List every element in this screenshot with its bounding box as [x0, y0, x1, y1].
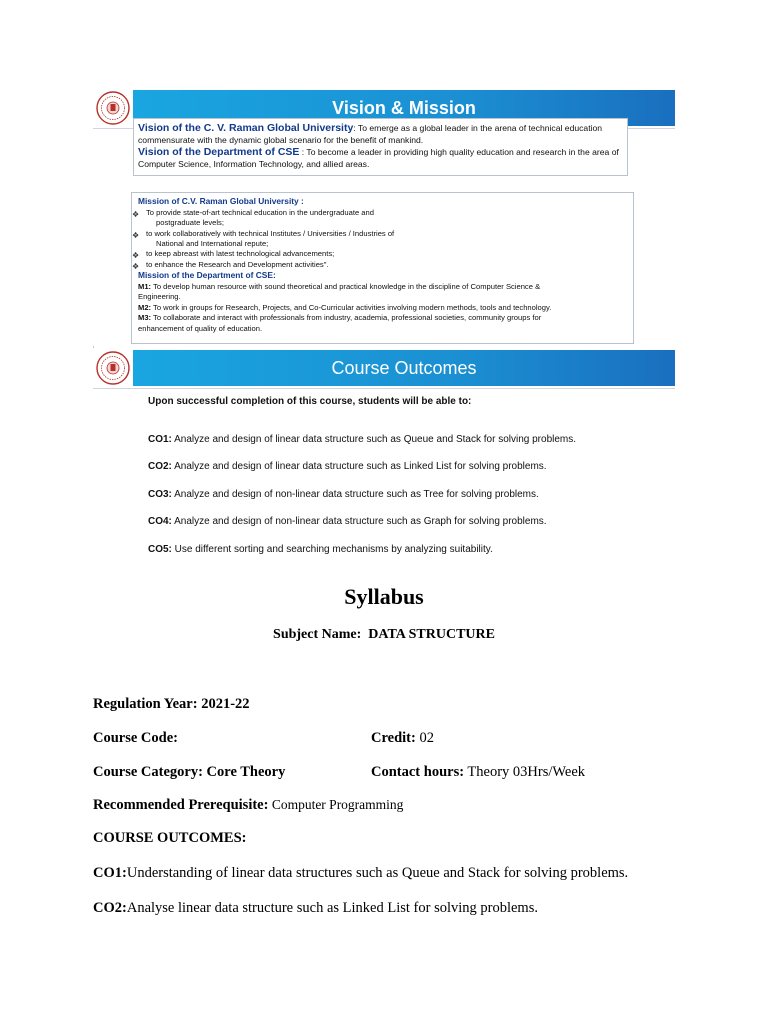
mission-m3: M3: To collaborate and interact with professionals from industry, academia, professional societies, community groups for — [138, 313, 542, 323]
course-outcome-item: CO3: Analyze and design of non-linear data structure such as Tree for solving problems. — [148, 489, 539, 500]
syllabus-co2: CO2:Analyse linear data structure such as Linked List for solving problems. — [93, 900, 538, 916]
course-outcome-item: CO2: Analyze and design of linear data structure such as Linked List for solving problems. — [148, 461, 547, 472]
mission-box — [131, 192, 634, 344]
course-category: Course Category: Core Theory — [93, 764, 286, 780]
syllabus-co1: CO1:Understanding of linear data structures such as Queue and Stack for solving problems. — [93, 865, 629, 881]
syllabus-title: Syllabus — [344, 584, 424, 609]
mission-item: ❖ To provide state-of-art technical education in the undergraduate and — [132, 207, 374, 219]
diamond-bullet-icon: ❖ — [132, 209, 140, 219]
vision-department: Vision of the Department of CSE : To become a leader in providing high quality education and research in the area of Computer Science, Information Technology, and allied areas. — [138, 145, 619, 169]
course-outcome-item: CO5: Use different sorting and searching mechanisms by analyzing suitability. — [148, 544, 493, 555]
vision-university: Vision of the C. V. Raman Global University: To emerge as a global leader in the arena of technical education commensurate with the dynamic global scenario for the benefit of mankind. — [138, 122, 603, 146]
course-outcome-item: CO1: Analyze and design of linear data structure such as Queue and Stack for solving problems. — [148, 434, 577, 445]
subject-name: Subject Name: DATA STRUCTURE — [273, 627, 495, 642]
diamond-bullet-icon: ❖ — [132, 261, 140, 271]
mission-department-heading: Mission of the Department of CSE: — [138, 270, 276, 281]
course-outcomes-header — [93, 348, 675, 389]
course-code: Course Code: — [93, 730, 178, 746]
vision-box — [133, 118, 628, 176]
credit: Credit: 02 — [371, 730, 434, 746]
mission-m1: M1: To develop human resource with sound theoretical and practical knowledge in the discipline of Computer Science & — [138, 282, 541, 291]
vision-mission-title: Vision & Mission — [332, 97, 476, 118]
mission-university-heading: Mission of C.V. Raman Global University : — [138, 196, 304, 206]
course-outcomes-heading: COURSE OUTCOMES: — [93, 830, 247, 846]
mission-m2: M2: To work in groups for Research, Projects, and Co-Curricular activities involving modern methods, tools and technology. — [138, 302, 552, 312]
diamond-bullet-icon: ❖ — [132, 230, 140, 240]
university-seal-icon — [96, 91, 130, 125]
course-outcomes-intro: Upon successful completion of this course, students will be able to: — [148, 396, 472, 407]
regulation-year: Regulation Year: 2021-22 — [93, 696, 250, 712]
mission-item: ❖ to keep abreast with latest technological advancements; — [132, 249, 335, 261]
mission-m1-cont: Engineering. — [138, 292, 181, 302]
course-outcome-item: CO4: Analyze and design of non-linear data structure such as Graph for solving problems. — [148, 516, 547, 527]
mission-item: National and International repute; — [156, 239, 269, 248]
course-outcomes-body — [93, 388, 675, 564]
mission-m3-cont: enhancement of quality of education. — [138, 323, 263, 333]
mission-item: ❖ to work collaboratively with technical Institutes / Universities / Industries of — [132, 228, 395, 240]
vision-mission-slide — [93, 88, 675, 346]
contact-hours: Contact hours: Theory 03Hrs/Week — [371, 764, 586, 780]
mission-item: ❖ to enhance the Research and Development activities". — [132, 259, 329, 271]
university-seal-icon — [96, 351, 130, 385]
course-outcomes-slide — [93, 348, 675, 564]
course-outcomes-title: Course Outcomes — [331, 357, 477, 378]
mission-item: postgraduate levels; — [156, 218, 224, 228]
recommended-prerequisite: Recommended Prerequisite: Computer Programming — [93, 797, 404, 813]
diamond-bullet-icon: ❖ — [132, 251, 140, 261]
